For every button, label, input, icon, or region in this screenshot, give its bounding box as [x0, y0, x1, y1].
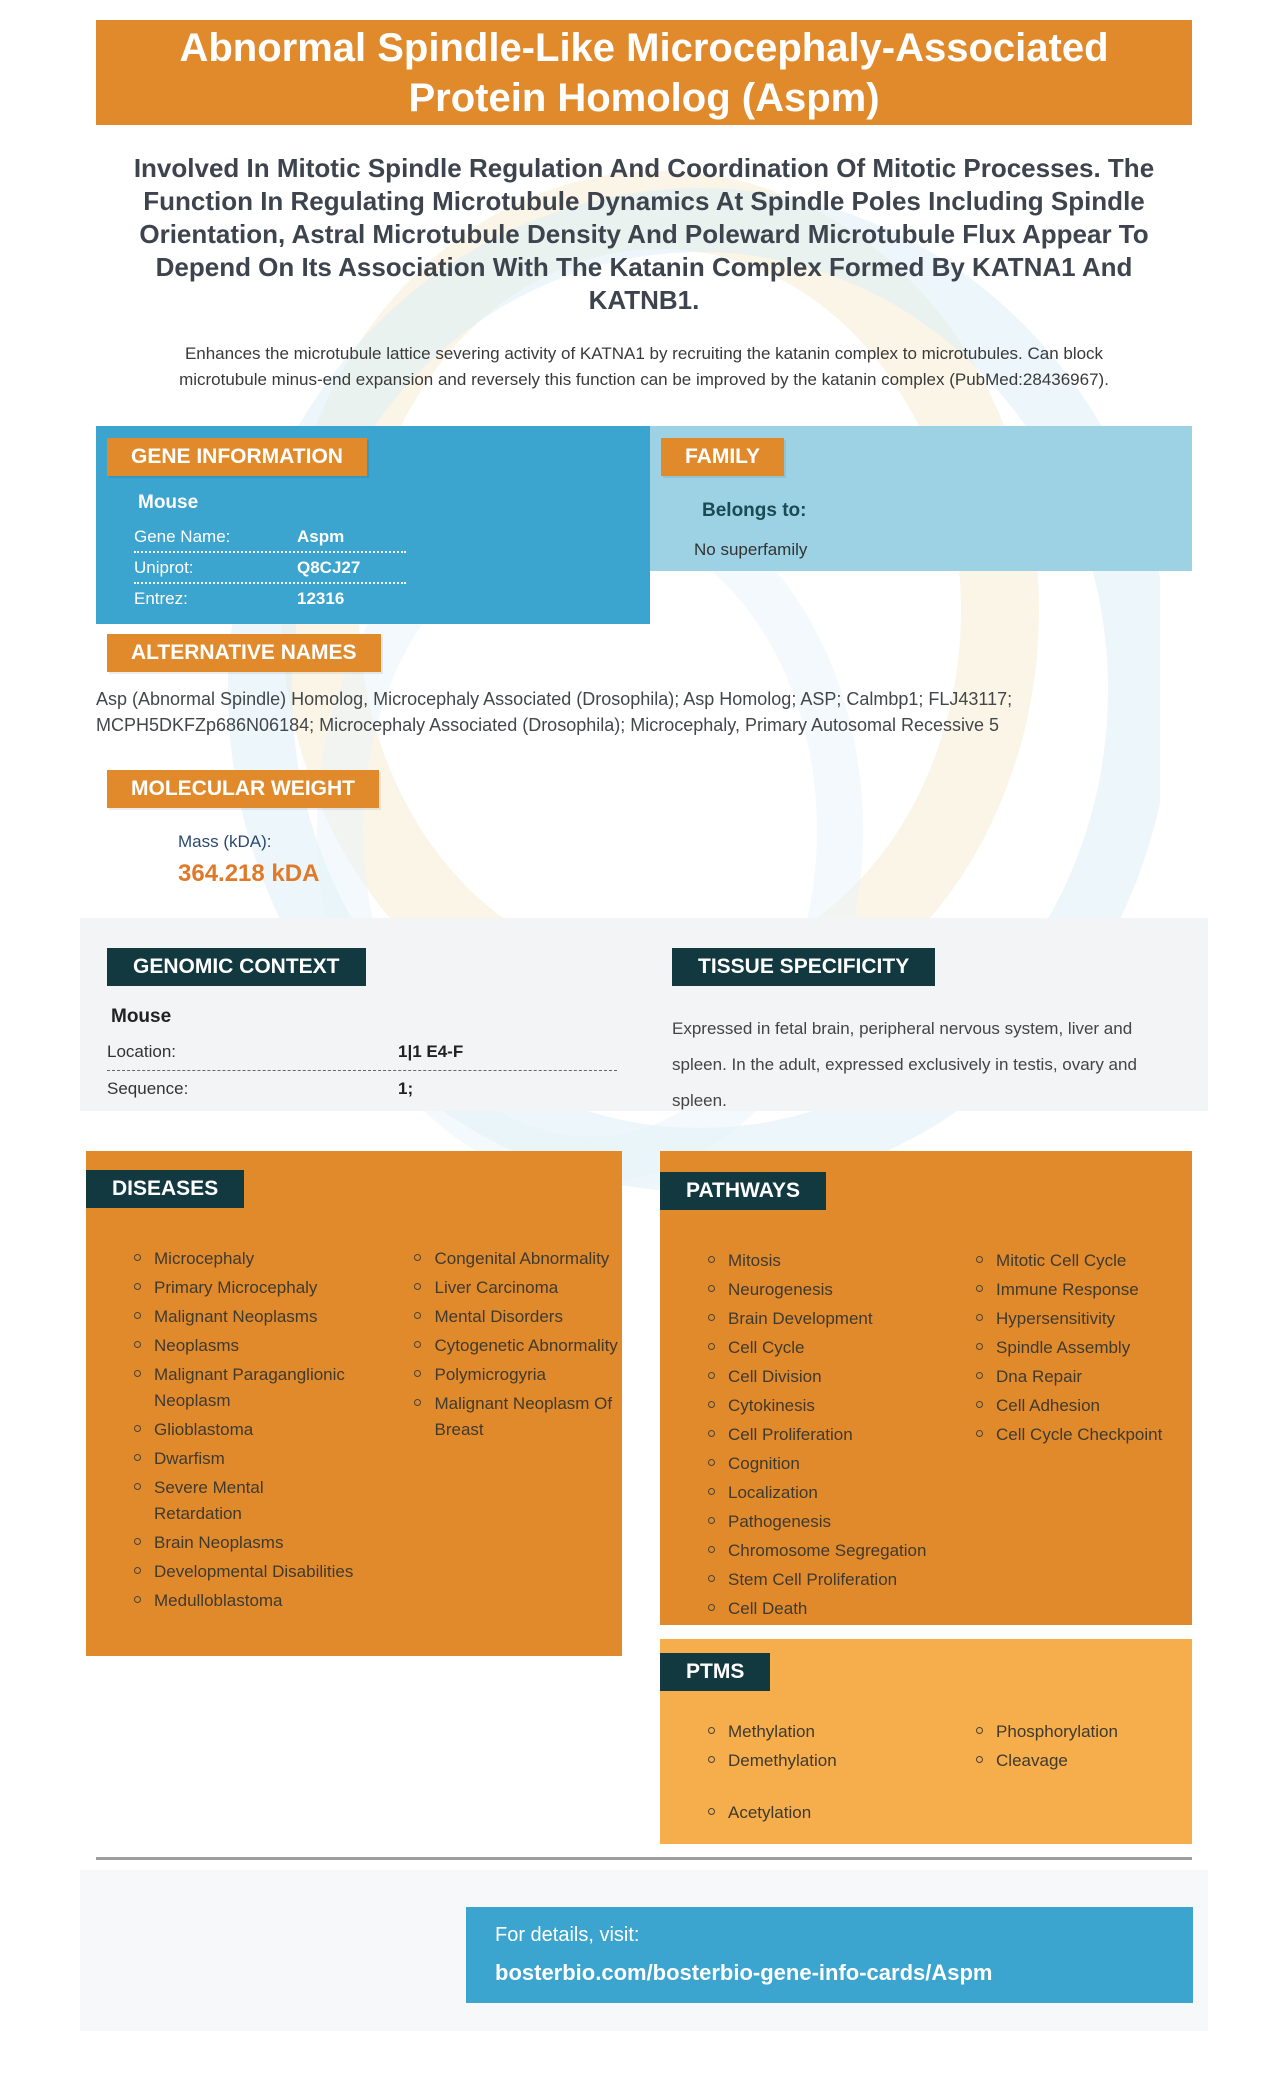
- footer-visit-box: [466, 1907, 1193, 2003]
- circle-bullet-icon: [708, 1546, 715, 1553]
- tissue-specificity-section: [672, 948, 1192, 1111]
- ptms-column-1: [706, 1719, 953, 1829]
- circle-bullet-icon: [708, 1517, 715, 1524]
- mass-label: Mass (kDA):: [178, 832, 272, 851]
- list-item-label: Brain Neoplasms: [154, 1533, 284, 1552]
- list-item: [412, 1333, 622, 1359]
- list-item: [974, 1748, 1192, 1774]
- gene-family-row: [96, 426, 1192, 624]
- species-label: Mouse: [138, 492, 199, 513]
- superfamily-value: No superfamily: [694, 540, 808, 559]
- row-value: Q8CJ27: [297, 558, 361, 577]
- pathways-ptms-column: [660, 1151, 1192, 1844]
- circle-bullet-icon: [134, 1341, 141, 1348]
- table-row: [107, 1071, 617, 1107]
- circle-bullet-icon: [708, 1430, 715, 1437]
- list-item: [706, 1538, 933, 1564]
- page: [0, 20, 1288, 2074]
- list-item-label: Cleavage: [996, 1751, 1068, 1770]
- list-item-label: Glioblastoma: [154, 1420, 254, 1439]
- footer-divider: [96, 1857, 1192, 1860]
- diseases-column-2: [412, 1246, 622, 1617]
- alternative-names-heading: ALTERNATIVE NAMES: [107, 634, 381, 672]
- list-item-label: Brain Development: [728, 1309, 873, 1328]
- list-item-label: Methylation: [728, 1722, 815, 1741]
- list-item-label: Malignant Paraganglionic Neoplasm: [154, 1365, 345, 1410]
- table-row: [134, 584, 406, 613]
- row-label: Gene Name:: [134, 527, 231, 546]
- list-item: [706, 1596, 933, 1622]
- list-item-label: Cytokinesis: [728, 1396, 815, 1415]
- list-item-label: Severe Mental Retardation: [154, 1478, 264, 1523]
- diseases-pathways-row: [96, 1151, 1192, 1844]
- page-title: Abnormal Spindle-Like Microcephaly-Associated Protein Homolog (Aspm): [179, 25, 1109, 120]
- genomic-context-section: [107, 948, 652, 1111]
- list-item: [412, 1304, 622, 1330]
- circle-bullet-icon: [976, 1401, 983, 1408]
- list-item-label: Cell Division: [728, 1367, 822, 1386]
- list-item-label: Malignant Neoplasms: [154, 1307, 318, 1326]
- circle-bullet-icon: [134, 1596, 141, 1603]
- row-label: Entrez:: [134, 589, 188, 608]
- species-label: Mouse: [111, 1006, 172, 1027]
- list-item: [132, 1446, 355, 1472]
- list-item: [706, 1719, 933, 1745]
- circle-bullet-icon: [134, 1538, 141, 1545]
- list-item: [974, 1422, 1192, 1448]
- table-row: [134, 522, 406, 553]
- pathways-column-2: [974, 1248, 1192, 1625]
- list-item: [974, 1248, 1192, 1274]
- list-item-label: Cell Death: [728, 1599, 808, 1618]
- list-item-label: Cell Cycle: [728, 1338, 805, 1357]
- list-item-label: Medulloblastoma: [154, 1591, 283, 1610]
- function-description: Enhances the microtubule lattice severing activity of KATNA1 by recruiting the katanin complex to microtubules. Can block microtubule minus-end expansion and reversely this function can be improved by the katanin complex (PubMed:28436967).: [179, 344, 1109, 389]
- circle-bullet-icon: [414, 1283, 421, 1290]
- row-value: 12316: [297, 589, 345, 608]
- list-item: [974, 1364, 1192, 1390]
- table-row: [107, 1034, 617, 1071]
- list-item-label: Cytogenetic Abnormality: [434, 1336, 618, 1355]
- row-label: Uniprot:: [134, 558, 194, 577]
- alternative-names-section: [96, 634, 1192, 738]
- list-item: [132, 1530, 355, 1556]
- circle-bullet-icon: [976, 1343, 983, 1350]
- gene-information-heading: GENE INFORMATION: [107, 438, 367, 476]
- list-item: [132, 1417, 355, 1443]
- function-summary: Involved In Mitotic Spindle Regulation And Coordination Of Mitotic Processes. The Function In Regulating Microtubule Dynamics At Spindle Poles Including Spindle Orientation, Astral Microtubule Density And Poleward Microtubule Flux Appear To Depend On Its Association With The Katanin Complex Formed By KATNA1 And KATNB1.: [133, 153, 1155, 315]
- diseases-panel: [86, 1151, 622, 1656]
- circle-bullet-icon: [976, 1727, 983, 1734]
- family-card: [650, 426, 1192, 571]
- circle-bullet-icon: [976, 1314, 983, 1321]
- pathways-heading: PATHWAYS: [660, 1172, 826, 1210]
- title-banner: [96, 20, 1192, 125]
- alternative-names-text: Asp (Abnormal Spindle) Homolog, Microcephaly Associated (Drosophila); Asp Homolog; ASP; Calmbp1; FLJ43117; MCPH5DKFZp686N06184; Microcephaly Associated (Drosophila); Microcephaly, Primary Autosomal Recessive 5: [96, 689, 1013, 735]
- row-value: 1;: [398, 1079, 414, 1098]
- footer-url-link[interactable]: bosterbio.com/bosterbio-gene-info-cards/Aspm: [495, 1960, 993, 1985]
- list-item-label: Stem Cell Proliferation: [728, 1570, 898, 1589]
- list-item: [706, 1335, 933, 1361]
- ptms-panel: [660, 1639, 1192, 1844]
- page-content: [96, 20, 1192, 1860]
- circle-bullet-icon: [134, 1454, 141, 1461]
- circle-bullet-icon: [708, 1756, 715, 1763]
- list-item: [974, 1393, 1192, 1419]
- circle-bullet-icon: [708, 1575, 715, 1582]
- molecular-weight-section: [96, 770, 1192, 888]
- list-item-label: Cell Adhesion: [996, 1396, 1100, 1415]
- list-item-label: Hypersensitivity: [996, 1309, 1116, 1328]
- list-item: [132, 1304, 355, 1330]
- molecular-weight-heading: MOLECULAR WEIGHT: [107, 770, 379, 808]
- circle-bullet-icon: [134, 1283, 141, 1290]
- list-item-label: Polymicrogyria: [434, 1365, 546, 1384]
- list-item: [974, 1306, 1192, 1332]
- circle-bullet-icon: [134, 1567, 141, 1574]
- row-value: Aspm: [297, 527, 345, 546]
- gene-information-card: [96, 426, 650, 624]
- circle-bullet-icon: [134, 1370, 141, 1377]
- list-item: [706, 1393, 933, 1419]
- list-item: [412, 1391, 622, 1443]
- ptms-heading: PTMS: [660, 1653, 770, 1691]
- genomic-context-heading: GENOMIC CONTEXT: [107, 948, 366, 986]
- list-item-label: Pathogenesis: [728, 1512, 832, 1531]
- circle-bullet-icon: [414, 1254, 421, 1261]
- gene-info-table: [134, 522, 406, 613]
- list-item-label: Demethylation: [728, 1751, 837, 1770]
- pathways-list: [706, 1248, 1192, 1625]
- diseases-heading: DISEASES: [86, 1170, 244, 1208]
- list-item: [706, 1509, 933, 1535]
- circle-bullet-icon: [976, 1372, 983, 1379]
- list-item: [132, 1559, 355, 1585]
- circle-bullet-icon: [976, 1430, 983, 1437]
- list-item-label: Congenital Abnormality: [434, 1249, 610, 1268]
- list-item: [412, 1275, 622, 1301]
- list-item-label: Dna Repair: [996, 1367, 1083, 1386]
- circle-bullet-icon: [976, 1285, 983, 1292]
- row-label: Location:: [107, 1042, 176, 1061]
- list-item-label: Acetylation: [728, 1803, 812, 1822]
- list-item: [706, 1451, 933, 1477]
- list-item-label: Cell Cycle Checkpoint: [996, 1425, 1163, 1444]
- list-item: [706, 1306, 933, 1332]
- circle-bullet-icon: [414, 1312, 421, 1319]
- list-item: [132, 1333, 355, 1359]
- circle-bullet-icon: [134, 1483, 141, 1490]
- list-item: [132, 1362, 355, 1414]
- circle-bullet-icon: [976, 1756, 983, 1763]
- circle-bullet-icon: [708, 1808, 715, 1815]
- list-item-label: Mitosis: [728, 1251, 781, 1270]
- pathways-column-1: [706, 1248, 953, 1625]
- list-item: [412, 1246, 622, 1272]
- list-item-label: Mitotic Cell Cycle: [996, 1251, 1127, 1270]
- circle-bullet-icon: [708, 1401, 715, 1408]
- list-item: [706, 1248, 933, 1274]
- list-item: [706, 1480, 933, 1506]
- row-value: 1|1 E4-F: [398, 1042, 464, 1061]
- list-item: [974, 1335, 1192, 1361]
- list-item-label: Spindle Assembly: [996, 1338, 1131, 1357]
- footer-content: [96, 1870, 1192, 2031]
- list-item: [132, 1588, 355, 1614]
- family-body: [650, 476, 1192, 560]
- list-item-label: Cognition: [728, 1454, 800, 1473]
- family-heading: FAMILY: [661, 438, 784, 476]
- list-item: [706, 1567, 933, 1593]
- list-item: [706, 1364, 933, 1390]
- list-item-label: Immune Response: [996, 1280, 1139, 1299]
- list-item-label: Dwarfism: [154, 1449, 225, 1468]
- list-item: [974, 1719, 1192, 1745]
- list-item-label: Developmental Disabilities: [154, 1562, 354, 1581]
- list-item: [706, 1800, 933, 1826]
- diseases-list: [132, 1246, 622, 1617]
- belongs-to-label: Belongs to:: [702, 500, 807, 521]
- list-item-label: Microcephaly: [154, 1249, 255, 1268]
- circle-bullet-icon: [708, 1314, 715, 1321]
- circle-bullet-icon: [708, 1488, 715, 1495]
- circle-bullet-icon: [708, 1285, 715, 1292]
- genomic-context-table: [107, 1034, 617, 1107]
- row-label: Sequence:: [107, 1079, 189, 1098]
- circle-bullet-icon: [708, 1604, 715, 1611]
- list-item: [132, 1275, 355, 1301]
- list-item: [132, 1475, 355, 1527]
- list-item-label: Chromosome Segregation: [728, 1541, 927, 1560]
- circle-bullet-icon: [134, 1312, 141, 1319]
- pathways-panel: [660, 1151, 1192, 1625]
- list-item: [132, 1246, 355, 1272]
- circle-bullet-icon: [414, 1370, 421, 1377]
- list-item-label: Localization: [728, 1483, 818, 1502]
- circle-bullet-icon: [708, 1343, 715, 1350]
- mass-value: 364.218 kDA: [178, 860, 320, 887]
- footer-panel: [80, 1870, 1208, 2031]
- circle-bullet-icon: [708, 1459, 715, 1466]
- list-item-label: Liver Carcinoma: [434, 1278, 559, 1297]
- circle-bullet-icon: [134, 1425, 141, 1432]
- list-item-label: Neoplasms: [154, 1336, 240, 1355]
- circle-bullet-icon: [414, 1399, 421, 1406]
- circle-bullet-icon: [414, 1341, 421, 1348]
- ptms-list: [706, 1719, 1192, 1829]
- diseases-column-1: [132, 1246, 355, 1617]
- list-item-label: Neurogenesis: [728, 1280, 833, 1299]
- list-item: [412, 1362, 622, 1388]
- list-item: [706, 1422, 933, 1448]
- list-item-label: Phosphorylation: [996, 1722, 1118, 1741]
- circle-bullet-icon: [134, 1254, 141, 1261]
- list-item: [706, 1277, 933, 1303]
- circle-bullet-icon: [708, 1727, 715, 1734]
- genomic-tissue-panel: [80, 918, 1208, 1111]
- tissue-specificity-text: Expressed in fetal brain, peripheral nervous system, liver and spleen. In the adult, expressed exclusively in testis, ovary and spleen.: [672, 1019, 1137, 1110]
- list-item-label: Cell Proliferation: [728, 1425, 853, 1444]
- list-item: [974, 1277, 1192, 1303]
- circle-bullet-icon: [708, 1256, 715, 1263]
- list-item-label: Malignant Neoplasm Of Breast: [434, 1394, 613, 1439]
- ptms-column-2: [974, 1719, 1192, 1829]
- table-row: [134, 553, 406, 584]
- list-item: [706, 1748, 933, 1774]
- tissue-specificity-heading: TISSUE SPECIFICITY: [672, 948, 935, 986]
- footer-visit-label: For details, visit:: [495, 1924, 640, 1946]
- circle-bullet-icon: [708, 1372, 715, 1379]
- circle-bullet-icon: [976, 1256, 983, 1263]
- list-item-label: Mental Disorders: [434, 1307, 563, 1326]
- list-item-label: Primary Microcephaly: [154, 1278, 318, 1297]
- gene-information-body: [96, 476, 650, 613]
